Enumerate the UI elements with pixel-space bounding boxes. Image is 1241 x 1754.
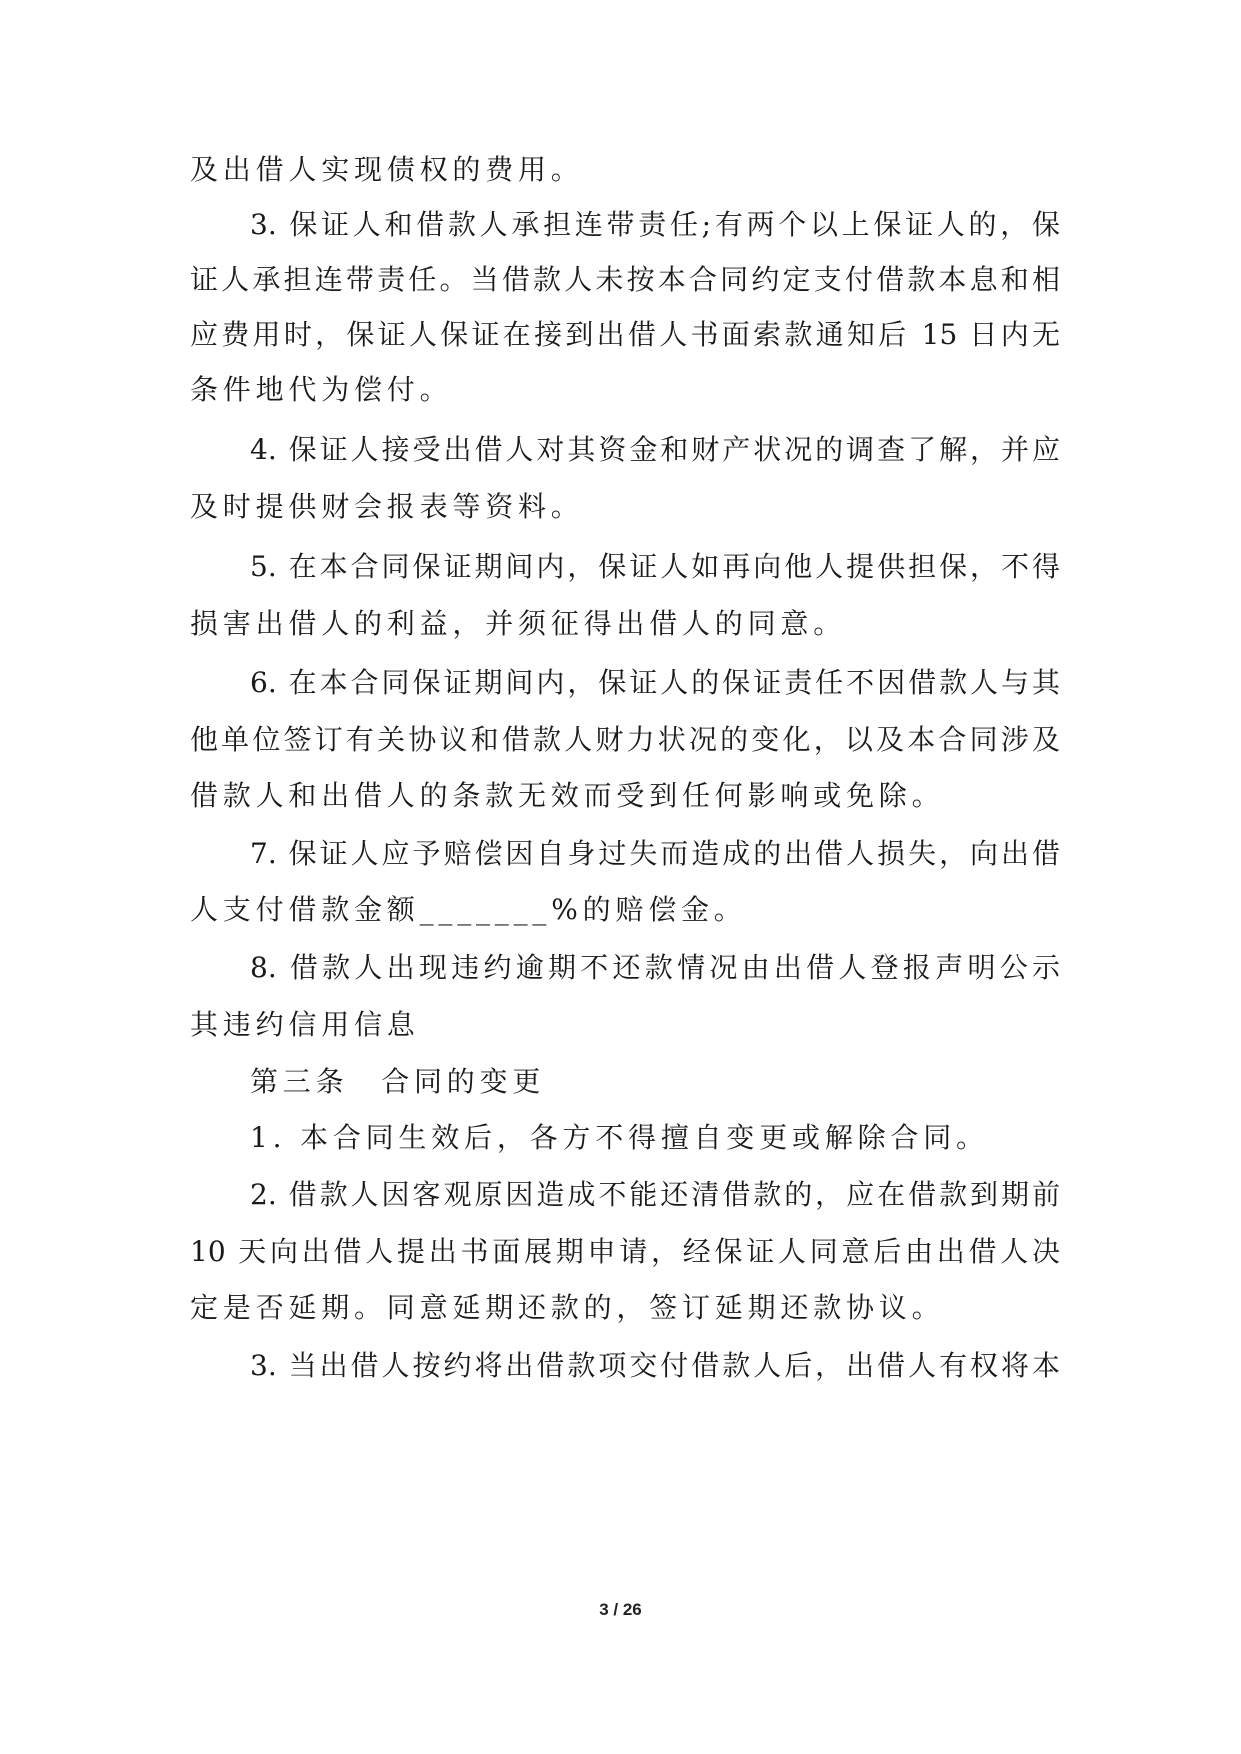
text-line: 5. 在本合同保证期间内，保证人如再向他人提供担保，不得 — [250, 550, 1060, 583]
text-line: 8. 借款人出现违约逾期不还款情况由出借人登报声明公示 — [250, 951, 1060, 984]
text-line: 条件地代为偿付。 — [190, 373, 453, 406]
text-line: 4. 保证人接受出借人对其资金和财产状况的调查了解，并应 — [250, 433, 1060, 466]
text-line: 10 天向出借人提出书面展期申请，经保证人同意后由出借人决 — [190, 1235, 1060, 1268]
text-line: 1. 本合同生效后，各方不得擅自变更或解除合同。 — [250, 1121, 989, 1154]
page-number: 3 / 26 — [599, 1600, 642, 1619]
text-line: 7. 保证人应予赔偿因自身过失而造成的出借人损失，向出借 — [250, 837, 1060, 870]
text-line: 证人承担连带责任。当借款人未按本合同约定支付借款本息和相 — [190, 263, 1060, 296]
text-line: 人支付借款金额_______%的赔偿金。 — [190, 893, 747, 926]
text-line: 定是否延期。同意延期还款的，签订延期还款协议。 — [190, 1291, 945, 1324]
text-line: 3. 保证人和借款人承担连带责任;有两个以上保证人的，保 — [250, 208, 1060, 241]
section-heading: 第三条 合同的变更 — [250, 1065, 546, 1098]
text-line: 及出借人实现债权的费用。 — [190, 153, 584, 186]
text-line: 其违约信用信息 — [190, 1008, 420, 1041]
text-line: 应费用时，保证人保证在接到出借人书面索款通知后 15 日内无 — [190, 318, 1060, 351]
text-line: 6. 在本合同保证期间内，保证人的保证责任不因借款人与其 — [250, 666, 1060, 699]
text-line: 他单位签订有关协议和借款人财力状况的变化，以及本合同涉及 — [190, 723, 1060, 756]
text-line: 及时提供财会报表等资料。 — [190, 490, 584, 523]
text-line: 损害出借人的利益，并须征得出借人的同意。 — [190, 607, 847, 640]
text-line: 借款人和出借人的条款无效而受到任何影响或免除。 — [190, 779, 945, 812]
text-line: 3. 当出借人按约将出借款项交付借款人后，出借人有权将本 — [250, 1349, 1060, 1382]
text-line: 2. 借款人因客观原因造成不能还清借款的，应在借款到期前 — [250, 1178, 1060, 1211]
